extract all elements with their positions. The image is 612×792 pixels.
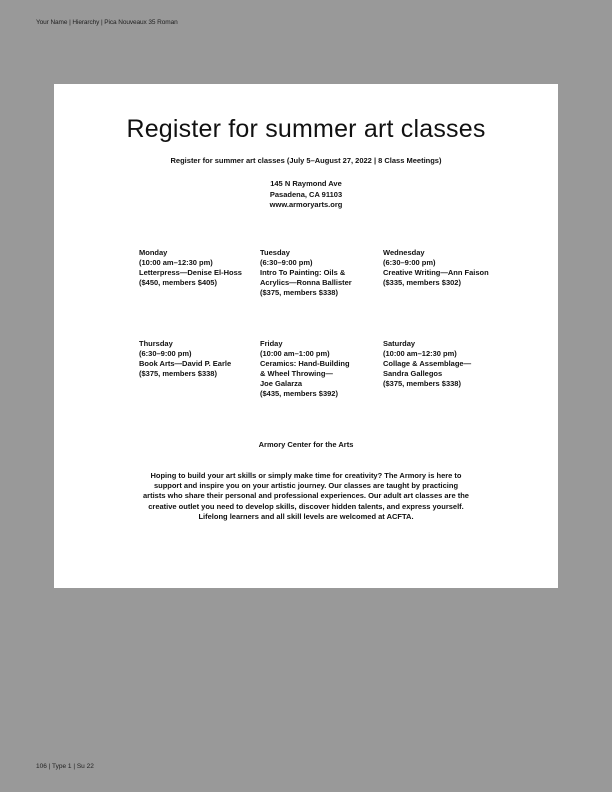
- class-time: (6:30–9:00 pm): [383, 258, 436, 267]
- class-thursday: [139, 339, 231, 379]
- class-saturday: [383, 339, 471, 389]
- class-price: ($375, members $338): [383, 379, 461, 388]
- class-course: Intro To Painting: Oils &: [260, 268, 346, 277]
- page-subtitle: Register for summer art classes (July 5–August 27, 2022 | 8 Class Meetings): [170, 156, 442, 165]
- class-time: (10:00 am–1:00 pm): [260, 349, 330, 358]
- class-friday: [260, 339, 350, 399]
- description-line: creative outlet you need to develop skills, discover hidden talents, and express yourself.: [148, 501, 464, 511]
- class-monday: [139, 248, 242, 288]
- address-street: 145 N Raymond Ave: [270, 179, 342, 188]
- running-head: Your Name | Hierarchy | Pica Nouveaux 35 Roman: [36, 19, 178, 26]
- class-wednesday: [383, 248, 489, 288]
- class-course: Ceramics: Hand-Building: [260, 359, 350, 368]
- address-website: www.armoryarts.org: [269, 200, 343, 209]
- class-course: Letterpress—Denise El-Hoss: [139, 268, 242, 277]
- class-time: (6:30–9:00 pm): [139, 349, 192, 358]
- class-instructor: Joe Galarza: [260, 379, 303, 388]
- class-day: Saturday: [383, 339, 416, 348]
- class-course-cont: Acrylics—Ronna Ballister: [260, 278, 352, 287]
- class-day: Wednesday: [383, 248, 425, 257]
- class-day: Tuesday: [260, 248, 290, 257]
- description-line: Hoping to build your art skills or simply make time for creativity? The Armory is here to: [150, 471, 462, 480]
- class-time: (6:30–9:00 pm): [260, 258, 313, 267]
- description-paragraph: [54, 471, 558, 522]
- class-instructor: Sandra Gallegos: [383, 369, 443, 378]
- page-folio: 106 | Type 1 | Su 22: [36, 763, 94, 770]
- class-price: ($435, members $392): [260, 389, 338, 398]
- address-block: [54, 179, 558, 211]
- class-price: ($335, members $302): [383, 278, 461, 287]
- class-day: Monday: [139, 248, 168, 257]
- class-tuesday: [260, 248, 352, 298]
- class-course: Book Arts—David P. Earle: [139, 359, 232, 368]
- description-line: artists who share their personal and professional experiences. Our adult art classes are the: [143, 491, 469, 501]
- class-price: ($375, members $338): [139, 369, 217, 378]
- class-course-cont: & Wheel Throwing—: [260, 369, 333, 378]
- description-line: Lifelong learners and all skill levels are welcomed at ACFTA.: [198, 511, 414, 521]
- class-time: (10:00 am–12:30 pm): [383, 349, 457, 358]
- page-title: Register for summer art classes: [126, 115, 486, 143]
- class-day: Friday: [260, 339, 283, 348]
- document-page: [54, 84, 558, 588]
- class-price: ($450, members $405): [139, 278, 217, 287]
- class-day: Thursday: [139, 339, 173, 348]
- class-course: Creative Writing—Ann Faison: [383, 268, 489, 277]
- organization-name: Armory Center for the Arts: [258, 440, 354, 449]
- class-price: ($375, members $338): [260, 288, 338, 297]
- class-time: (10:00 am–12:30 pm): [139, 258, 213, 267]
- description-line: support and inspire you on your artistic journey. Our classes are taught by practicing: [153, 481, 459, 491]
- class-course: Collage & Assemblage—: [383, 359, 472, 368]
- address-city: Pasadena, CA 91103: [269, 189, 343, 199]
